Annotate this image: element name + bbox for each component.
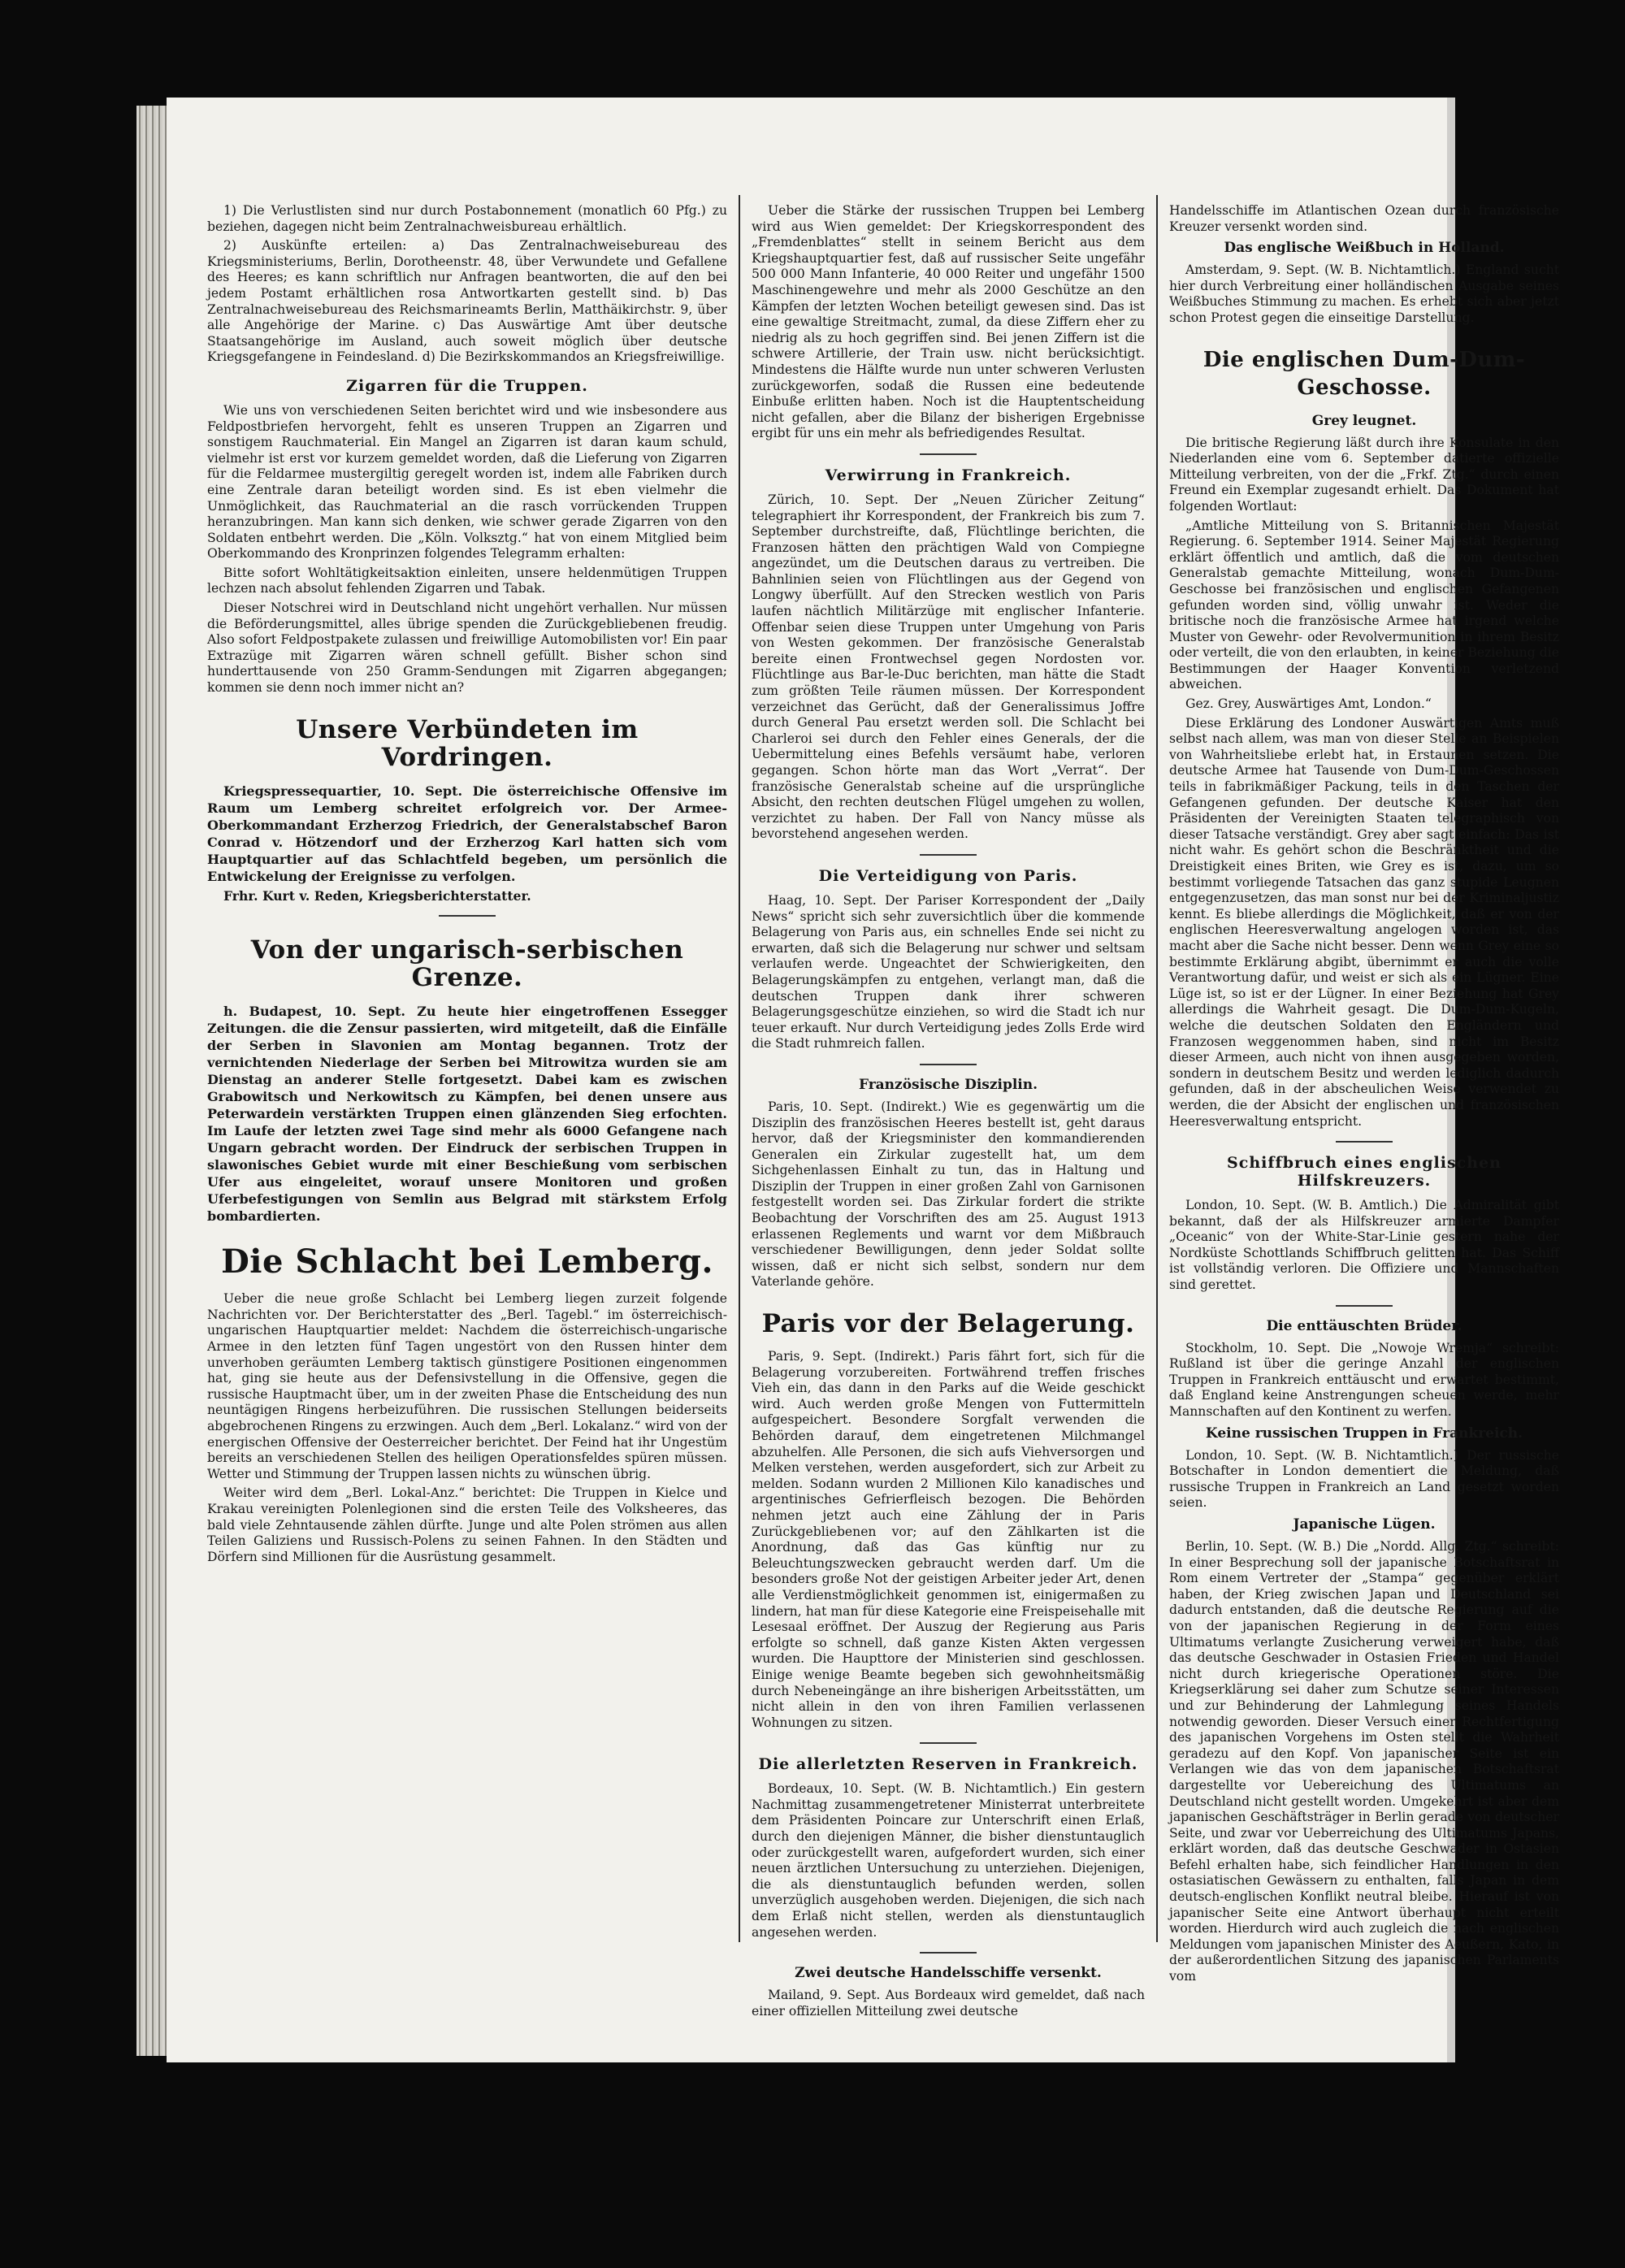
reserven-paragraph: Bordeaux, 10. Sept. (W. B. Nichtamtlich.) Ein gestern Nachmittag zusammengetretener Ministerrat unterbreitete dem Präsidenten Poincare zur Unterschrift einen Erlaß, durch den diejenigen Männer, die bisher dienstuntauglich oder zurückgestellt waren, aufgefordert wurden, sich einer neuen ärztlichen Untersuchung zu unterziehen. Diejenigen, die als dienstuntauglich befunden werden, sollen unverzüglich ausgehoben werden. Diejenigen, die sich nach dem Erlaß nicht stellen, werden als dienstuntauglich angesehen werden. xyxy=(752,1781,1145,1940)
reserven-headline: Die allerletzten Reserven in Frankreich. xyxy=(758,1755,1138,1774)
note-1: 1) Die Verlustlisten sind nur durch Postabonnement (monatlich 60 Pfg.) zu beziehen, dagegen nicht beim Zentralnachweisbureau erhältlich. xyxy=(207,203,727,234)
zigarren-telegram: Bitte sofort Wohltätigkeitsaktion einleiten, unsere heldenmütigen Truppen lechzen nach absolut fehlenden Zigarren und Tabak. xyxy=(207,565,727,596)
section-rule xyxy=(920,1064,977,1065)
schiffbruch-paragraph: London, 10. Sept. (W. B. Amtlich.) Die Admiralität gibt bekannt, daß der als Hilfskreuzer armierte Dampfer „Oceanic“ von der White-Star-Linie gestern nahe der Nordküste Schottlands Schiffbruch gelitten hat. Das Schiff ist vollständig verloren. Die Offiziere und Mannschaften sind gerettet. xyxy=(1169,1198,1559,1293)
zigarren-paragraph: Wie uns von verschiedenen Seiten berichtet wird und wie insbesondere aus Feldpostbriefen hervorgeht, fehlt es unseren Truppen an Zigarren und sonstigem Rauchmaterial. Ein Mangel an Zigarren ist daran kaum schuld, vielmehr ist erst vor kurzem gemeldet worden, daß die Lieferung von Zigarren für die Feldarmee mustergiltig geregelt worden ist, indem alle Fabriken durch eine Zentrale daran beteiligt worden sind. Es ist eben vielmehr die Unmöglichkeit, das Rauchmaterial an die rasch vorrückenden Truppen heranzubringen. Man kann sich denken, wie schwer gerade Zigarren von den Soldaten entbehrt werden. Die „Köln. Volksztg.“ hat von einem Mitglied beim Oberkommando des Kronprinzen folgendes Telegramm erhalten: xyxy=(207,402,727,562)
weissbuch-headline: Das englische Weißbuch in Holland. xyxy=(1224,240,1505,257)
dumdum-paragraph: Diese Erklärung des Londoner Auswärtigen Amts muß selbst nach allem, was man von dieser Stelle an Beispielen von Wahrheitsliebe erlebt hat, in Erstaunen setzen. Die deutsche Armee hat Tausende von Dum-Dum-Geschossen teils in fabrikmäßiger Packung, teils in den Taschen der Gefangenen gefunden. Der deutsche Kaiser hat den Präsidenten der Vereinigten Staaten telegraphisch von dieser Tatsache verständigt. Grey aber sagt einfach: Das ist nicht wahr. Es gehört schon die Beschränktheit und die Dreistigkeit eines Briten, wie Grey es ist, dazu, um so bestimmt vorliegende Tatsachen das ganz stupide Leugnen entgegenzusetzen, das man sonst nur bei der Kriminaljustiz kennt. Es bliebe allerdings die Möglichkeit, daß er von der englischen Heeresverwaltung angelogen worden ist, das macht aber die Sache nicht besser. Denn wenn Grey eine so bestimmte Erklärung abgibt, übernimmt er auch die volle Verantwortung dafür, und weist er sich als ein Lügner. Eine Lüge ist, so ist er der Lügner. In einer Beziehung hat Grey allerdings die Wahrheit gesagt. Die Dum-Dum-Kugeln, welche die deutschen Soldaten den Engländern und Franzosen weggenommen haben, sind nicht im Besitz dieser Armeen, auch nicht von ihnen ausgegeben worden, sondern in deutschem Besitz und werden lediglich dadurch gefunden, daß in der abscheulichen Weise verwendet zu werden, die der Absicht der englischen und französischen Heeresverwaltung entspricht. xyxy=(1169,715,1559,1129)
disziplin-paragraph: Paris, 10. Sept. (Indirekt.) Wie es gegenwärtig um die Disziplin des französischen Heeres bestellt ist, geht daraus hervor, daß der Kriegsminister den kommandierenden Generalen ein Zirkular zugestellt hat, um dem Sichgehenlassen Einhalt zu tun, das in Haltung und Disziplin der Truppen in einer großen Zahl von Garnisonen festgestellt worden sei. Das Zirkular fordert die strikte Beobachtung der Vorschriften des am 25. August 1913 erlassenen Reglements und warnt vor dem Mißbrauch verschiedener Bewilligungen, denn jeder Soldat sollte wissen, daß er nicht sich selbst, sondern nur dem Vaterlande gehöre. xyxy=(752,1099,1145,1290)
lemberg-headline: Die Schlacht bei Lemberg. xyxy=(221,1242,713,1281)
lemberg-paragraph: Weiter wird dem „Berl. Lokal-Anz.“ berichtet: Die Truppen in Kielce und Krakau vereinigten Polenlegionen sind die ersten Teile des Volksheeres, das bald viele Zehntausende zählen dürfte. Junge und alte Polen strömen aus allen Teilen Galiziens und Russisch-Polens zu seinen Fahnen. In den Städten und Dörfern sind Millionen für die Ausrüstung gesammelt. xyxy=(207,1485,727,1564)
keine-truppen-paragraph: London, 10. Sept. (W. B. Nichtamtlich.) Der russische Botschafter in London dementiert die Meldung, daß russische Truppen in Frankreich an Land gesetzt worden seien. xyxy=(1169,1447,1559,1511)
handelsschiffe-headline: Zwei deutsche Handelsschiffe versenkt. xyxy=(795,1965,1102,1982)
note-2: 2) Auskünfte erteilen: a) Das Zentralnachweisebureau des Kriegsministeriums, Berlin, Dorotheenstr. 48, über Verwundete und Gefallene des Heeres; es kann schriftlich nur Anfragen beantworten, die auf den bei jedem Postamt erhältlichen rosa Antwortkarten gestellt sind. b) Das Zentralnachweisebureau des Reichsmarineamts Berlin, Matthäikirchstr. 9, über alle Angehörige der Marine. c) Das Auswärtige Amt über deutsche Staatsangehörige im Ausland, auch soweit möglich über deutsche Kriegsgefangene in Feindesland. d) Die Bezirkskommandos an Kriegsfreiwillige. xyxy=(207,238,727,365)
book-binding xyxy=(136,106,169,2056)
verbuendete-paragraph: Kriegspressequartier, 10. Sept. Die österreichische Offensive im Raum um Lemberg schreitet erfolgreich vor. Der Armee-Oberkommandant Erzherzog Friedrich, der Generalstabschef Baron Conrad v. Hötzendorf und der Erzherzog Karl hatten sich vom Hauptquartier auf das Schlachtfeld begeben, um persönlich die Entwickelung der Ereignisse zu verfolgen. xyxy=(207,783,727,884)
handelsschiffe-paragraph: Mailand, 9. Sept. Aus Bordeaux wird gemeldet, daß nach einer offiziellen Mitteilung zwei deutsche xyxy=(752,1988,1145,2019)
section-rule xyxy=(1336,1305,1393,1307)
schiffbruch-headline: Schiffbruch eines englischen Hilfskreuzers. xyxy=(1227,1154,1502,1190)
disziplin-headline: Französische Disziplin. xyxy=(858,1076,1038,1093)
verbuendete-headline: Unsere Verbündeten im Vordringen. xyxy=(296,714,639,772)
column-divider-1 xyxy=(739,195,740,1942)
verwirrung-paragraph: Zürich, 10. Sept. Der „Neuen Züricher Zeitung“ telegraphiert ihr Korrespondent, der Frankreich bis zum 7. September durchstreifte, daß, Flüchtlinge berichten, die Franzosen hätten den prächtigen Wald von Compiegne angezündet, um die Deutschen daraus zu vertreiben. Die Bahnlinien seien von Flüchtlingen aus der Gegend von Longwy überfüllt. Auf den Strecken westlich von Paris laufen nächtlich Militärzüge mit englischer Infanterie. Offenbar seien diese Truppen unter Umgehung von Paris von Westen gekommen. Der französische Generalstab bereite einen Frontwechsel gegen Nordosten vor. Flüchtlinge aus Bar-le-Duc berichten, man hätte die Stadt zum größten Teile räumen müssen. Der Korrespondent verzeichnet das Gerücht, daß der Generalissimus Joffre durch General Pau ersetzt werden soll. Die Schlacht bei Charleroi sei durch den Fehler eines Generals, der die Uebermittelung eines Befehls versäumt habe, verloren gegangen. Schon hörte man das Wort „Verrat“. Der französische Generalstab scheine auf die ursprüngliche Absicht, den rechten deutschen Flügel umgehen zu wollen, verzichtet zu haben. Der Fall von Nancy müsse als bevorstehend angesehen werden. xyxy=(752,492,1145,842)
section-rule xyxy=(439,915,496,917)
belagerung-headline: Paris vor der Belagerung. xyxy=(761,1309,1135,1339)
dumdum-signature: Gez. Grey, Auswärtiges Amt, London.“ xyxy=(1185,696,1432,712)
dumdum-paragraph: Die britische Regierung läßt durch ihre Konsulate in den Niederlanden eine vom 6. September datierte offizielle Mitteilung verbreiten, von der die „Frkf. Ztg.“ durch einen Freund ein Exemplar zugesandt erhielt. Das Dokument hat folgenden Wortlaut: xyxy=(1169,435,1559,514)
column-1 xyxy=(207,203,727,1568)
paris-defense-paragraph: Haag, 10. Sept. Der Pariser Korrespondent der „Daily News“ spricht sich sehr zuversichtlich über die kommende Belagerung von Paris aus, ein schnelles Ende sei nicht zu erwarten, daß sich die Belagerung nur schwer und seltsam verlaufen werde. Ungeachtet der Schwierigkeiten, den Belagerungskämpfen zu entgehen, verlangt man, daß die deutschen Truppen dank ihrer schweren Belagerungsgeschütze einziehen, so wird die Stadt ich nur teuer erkauft. Nur durch Verteidigung jedes Zolls Erde wird die Stadt ruhmreich fallen. xyxy=(752,892,1145,1052)
section-rule xyxy=(920,1952,977,1954)
zigarren-title: Zigarren für die Truppen. xyxy=(346,376,588,395)
dumdum-subheadline: Grey leugnet. xyxy=(1311,412,1417,429)
paris-defense-headline: Die Verteidigung von Paris. xyxy=(818,866,1078,885)
belagerung-paragraph: Paris, 9. Sept. (Indirekt.) Paris fährt fort, sich für die Belagerung vorzubereiten. Fortwährend treffen frisches Vieh ein, das dann in den Parks auf die Weide geschickt wird. Auch werden große Mengen von Futtermitteln aufgespeichert. Besondere Sorgfalt verwenden die Behörden darauf, dem eingetretenen Milchmangel abzuhelfen. Alle Personen, die sich aufs Viehversorgen und Melken verstehen, werden ausgefordert, sich zur Arbeit zu melden. Sodann wurden 2 Millionen Kilo kanadisches und argentinisches Gefrierfleisch bezogen. Die Behörden nehmen jetzt auch eine Zählung der in Paris Zurückgebliebenen vor; auf den Zählkarten ist die Anordnung, daß das Gas künftig nur zu Beleuchtungszwecken gebraucht werden darf. Um die besonders große Not der geistigen Arbeiter jeder Art, denen alle Verdienstmöglichkeit genommen ist, einigermaßen zu lindern, hat man für diese Kategorie eine Freispeisehalle mit Lesesaal eröffnet. Der Auszug der Regierung aus Paris erfolgte so schnell, daß ganze Kisten Akten vergessen wurden. Die Haupttore der Ministerien sind geschlossen. Einige wenige Beamte begeben sich gewohnheitsmäßig durch Nebeneingänge an ihre bisherigen Arbeitsstätten, um nicht allein in den von ihren Familien verlassenen Wohnungen zu sitzen. xyxy=(752,1349,1145,1730)
dumdum-headline: Die englischen Dum-Dum-Geschosse. xyxy=(1202,347,1526,400)
keine-truppen-headline: Keine russischen Truppen in Frankreich. xyxy=(1205,1425,1523,1442)
section-rule xyxy=(920,854,977,856)
brueder-paragraph: Stockholm, 10. Sept. Die „Nowoje Wremja“ schreibt: Rußland ist über die geringe Anzahl der englischen Truppen in Frankreich enttäuscht und erwartet bestimmt, daß England keine Anstrengungen scheuen werde, mehr Mannschaften auf den Kontinent zu werfen. xyxy=(1169,1340,1559,1420)
section-rule xyxy=(920,453,977,455)
dumdum-statement: „Amtliche Mitteilung von S. Britannischen Majestät Regierung. 6. September 1914. Seiner Majestät Regierung erklärt öffentlich und amtlich, daß die vom deutschen Generalstab gemachte Mitteilung, wonach Dum-Dum-Geschosse bei französischen und englischen Gefangenen gefunden worden sind, völlig unwahr ist. Weder die britische noch die französische Armee hat irgend welche Muster von Gewehr- oder Revolvermunition in ihrem Besitz oder verteilt, die von den erlaubten, in keiner Beziehung die Bestimmungen der Haager Konvention verletzend abweichen. xyxy=(1169,518,1559,692)
newspaper-page xyxy=(167,98,1559,2062)
weissbuch-paragraph: Amsterdam, 9. Sept. (W. B. Nichtamtlich.) England sucht hier durch Verbreitung einer holländischen Ausgabe seines Weißbuches Stimmung zu machen. Es erhebt sich aber jetzt schon Protest gegen die einseitige Darstellung. xyxy=(1169,262,1559,325)
luegen-paragraph: Berlin, 10. Sept. (W. B.) Die „Nordd. Allg. Ztg.“ schreibt: In einer Besprechung soll der japanische Botschaftsrat in Rom einem Vertreter der „Stampa“ gegenüber erklärt haben, der Krieg zwischen Japan und Deutschland sei dadurch entstanden, daß die deutsche Regierung auf die von der japanischen Regierung in der Form eines Ultimatums verlangte Zusicherung verweigert habe, daß das deutsche Geschwader in Ostasien Frieden und Handel nicht durch kriegerische Operationen störe. Die Kriegserklärung sei daher zum Schutze seiner Interessen und zur Behinderung der Lahmlegung seines Handels notwendig geworden. Dieser Versuch einer Rechtfertigung des japanischen Vorgehens im Osten stellt die Wahrheit geradezu auf den Kopf. Von japanischer Seite ist ein Verlangen wie das von dem japanischen Botschaftsrat dargestellte vor Uebereichung des Ultimatums an Deutschland nicht gestellt worden. Umgekehrt ist aber dem japanischen Geschäftsträger in Berlin gerade von deutscher Seite, und zwar vor Ueberreichung des Ultimatums Japans, erklärt worden, daß das deutsche Geschwader in Ostasien Befehl erhalten habe, sich feindlicher Handlungen in den ostasiatischen Gewässern zu enthalten, falls Japan in dem deutsch-englischen Konflikt neutral bleibe. Hierauf ist von japanischer Seite eine Antwort überhaupt nicht erteilt worden. Hierdurch wird auch zugleich die nach englischen Meldungen vom japanischen Minister des Aeußern, Kato, in der außerordentlichen Sitzung des japanischen Parlaments vom xyxy=(1169,1539,1559,1984)
section-rule xyxy=(920,1742,977,1744)
luegen-headline: Japanische Lügen. xyxy=(1293,1516,1436,1533)
ungarisch-paragraph: h. Budapest, 10. Sept. Zu heute hier eingetroffenen Essegger Zeitungen. die die Zensur passierten, wird mitgeteilt, daß die Einfälle der Serben in Slavonien am Montag begannen. Trotz der vernichtenden Niederlage der Serben bei Mitrowitza wurden sie am Dienstag an anderer Stelle fortgesetzt. Dabei kam es zwischen Grabowitsch und Nerkowitsch zu Kämpfen, bei denen unsere aus Peterwardein verstärkten Truppen einen glänzenden Sieg erfochten. Im Laufe der letzten zwei Tage sind mehr als 6000 Gefangene nach Ungarn gebracht worden. Der Eindruck der serbischen Truppen in slawonisches Gebiet wurde mit einer Beschießung vom serbischen Ufer aus eingeleitet, worauf unsere Monitoren und großen Uferbefestigungen von Semlin aus Belgrad mit stärkstem Erfolg bombardierten. xyxy=(207,1004,727,1225)
brueder-headline: Die enttäuschten Brüder. xyxy=(1266,1317,1462,1334)
verwirrung-headline: Verwirrung in Frankreich. xyxy=(825,466,1072,484)
lemberg-paragraph: Ueber die neue große Schlacht bei Lemberg liegen zurzeit folgende Nachrichten vor. Der Berichterstatter des „Berl. Tagebl.“ im österreichisch-ungarischen Hauptquartier meldet: Nachdem die österreichisch-ungarische Armee in den letzten fünf Tagen ungestört von den Russen hinter dem unverhoben geräumten Lemberg taktisch günstigere Positionen eingenommen hat, ging sie heute aus der Defensivstellung in die Offensive, gegen die russische Hauptmacht über, um in der zweiten Phase die Entscheidung des nun neuntägigen Ringens herbeizuführen. Die russischen Stellungen beiderseits abgebrochenen Ringens zu erzwingen. Auch dem „Berl. Lokalanz.“ wird von der energischen Offensive der Oesterreicher berichtet. Der Feind hat ihr Ungestüm bereits an verschiedenen Stellen des heiligen Operationsfeldes spüren müssen. Wetter und Stimmung der Truppen lassen nichts zu wünschen übrig. xyxy=(207,1291,727,1481)
zigarren-paragraph: Dieser Notschrei wird in Deutschland nicht ungehört verhallen. Nur müssen die Beförderungsmittel, alles übrige spenden die Zurückgebliebenen freudig. Also sofort Feldpostpakete zulassen und freiwillige Automobilisten vor! Ein paar Extrazüge mit Zigarren wären schnell gefüllt. Bisher schon sind hunderttausende von 250 Gramm-Sendungen mit Zigarren abgegangen; kommen sie denn noch immer nicht an? xyxy=(207,601,727,696)
handelsschiffe-continued: Handelsschiffe im Atlantischen Ozean durch französische Kreuzer versenkt worden sind. xyxy=(1169,203,1559,234)
column-3 xyxy=(1169,203,1559,1988)
ungarisch-headline: Von der ungarisch-serbischen Grenze. xyxy=(250,935,684,993)
column-2 xyxy=(752,203,1145,2023)
column-divider-2 xyxy=(1156,195,1158,1942)
verbuendete-signature: Frhr. Kurt v. Reden, Kriegsberichterstatter. xyxy=(223,887,531,904)
lemberg-strength-paragraph: Ueber die Stärke der russischen Truppen bei Lemberg wird aus Wien gemeldet: Der Kriegskorrespondent des „Fremdenblattes“ stellt in seinem Bericht aus dem Kriegshauptquartier fest, daß auf russischer Seite ungefähr 500 000 Mann Infanterie, 40 000 Reiter und ungefähr 1500 Maschinengewehre und mehr als 2000 Geschütze an den Kämpfen der letzten Wochen beteiligt gewesen sind. Das ist eine gewaltige Streitmacht, zumal, da diese Ziffern eher zu niedrig als zu hoch gegriffen sind. Bei jenen Ziffern ist die schwere Artillerie, der Train usw. nicht berücksichtigt. Mindestens die Hälfte wurde nun unter schweren Verlusten zurückgeworfen, sodaß die Russen eine bedeutende Einbuße erlitten haben. Noch ist die Hauptentscheidung nicht gefallen, aber die Bilanz der bisherigen Ergebnisse ergibt für uns ein mehr als befriedigendes Resultat. xyxy=(752,203,1145,441)
section-rule xyxy=(1336,1141,1393,1143)
